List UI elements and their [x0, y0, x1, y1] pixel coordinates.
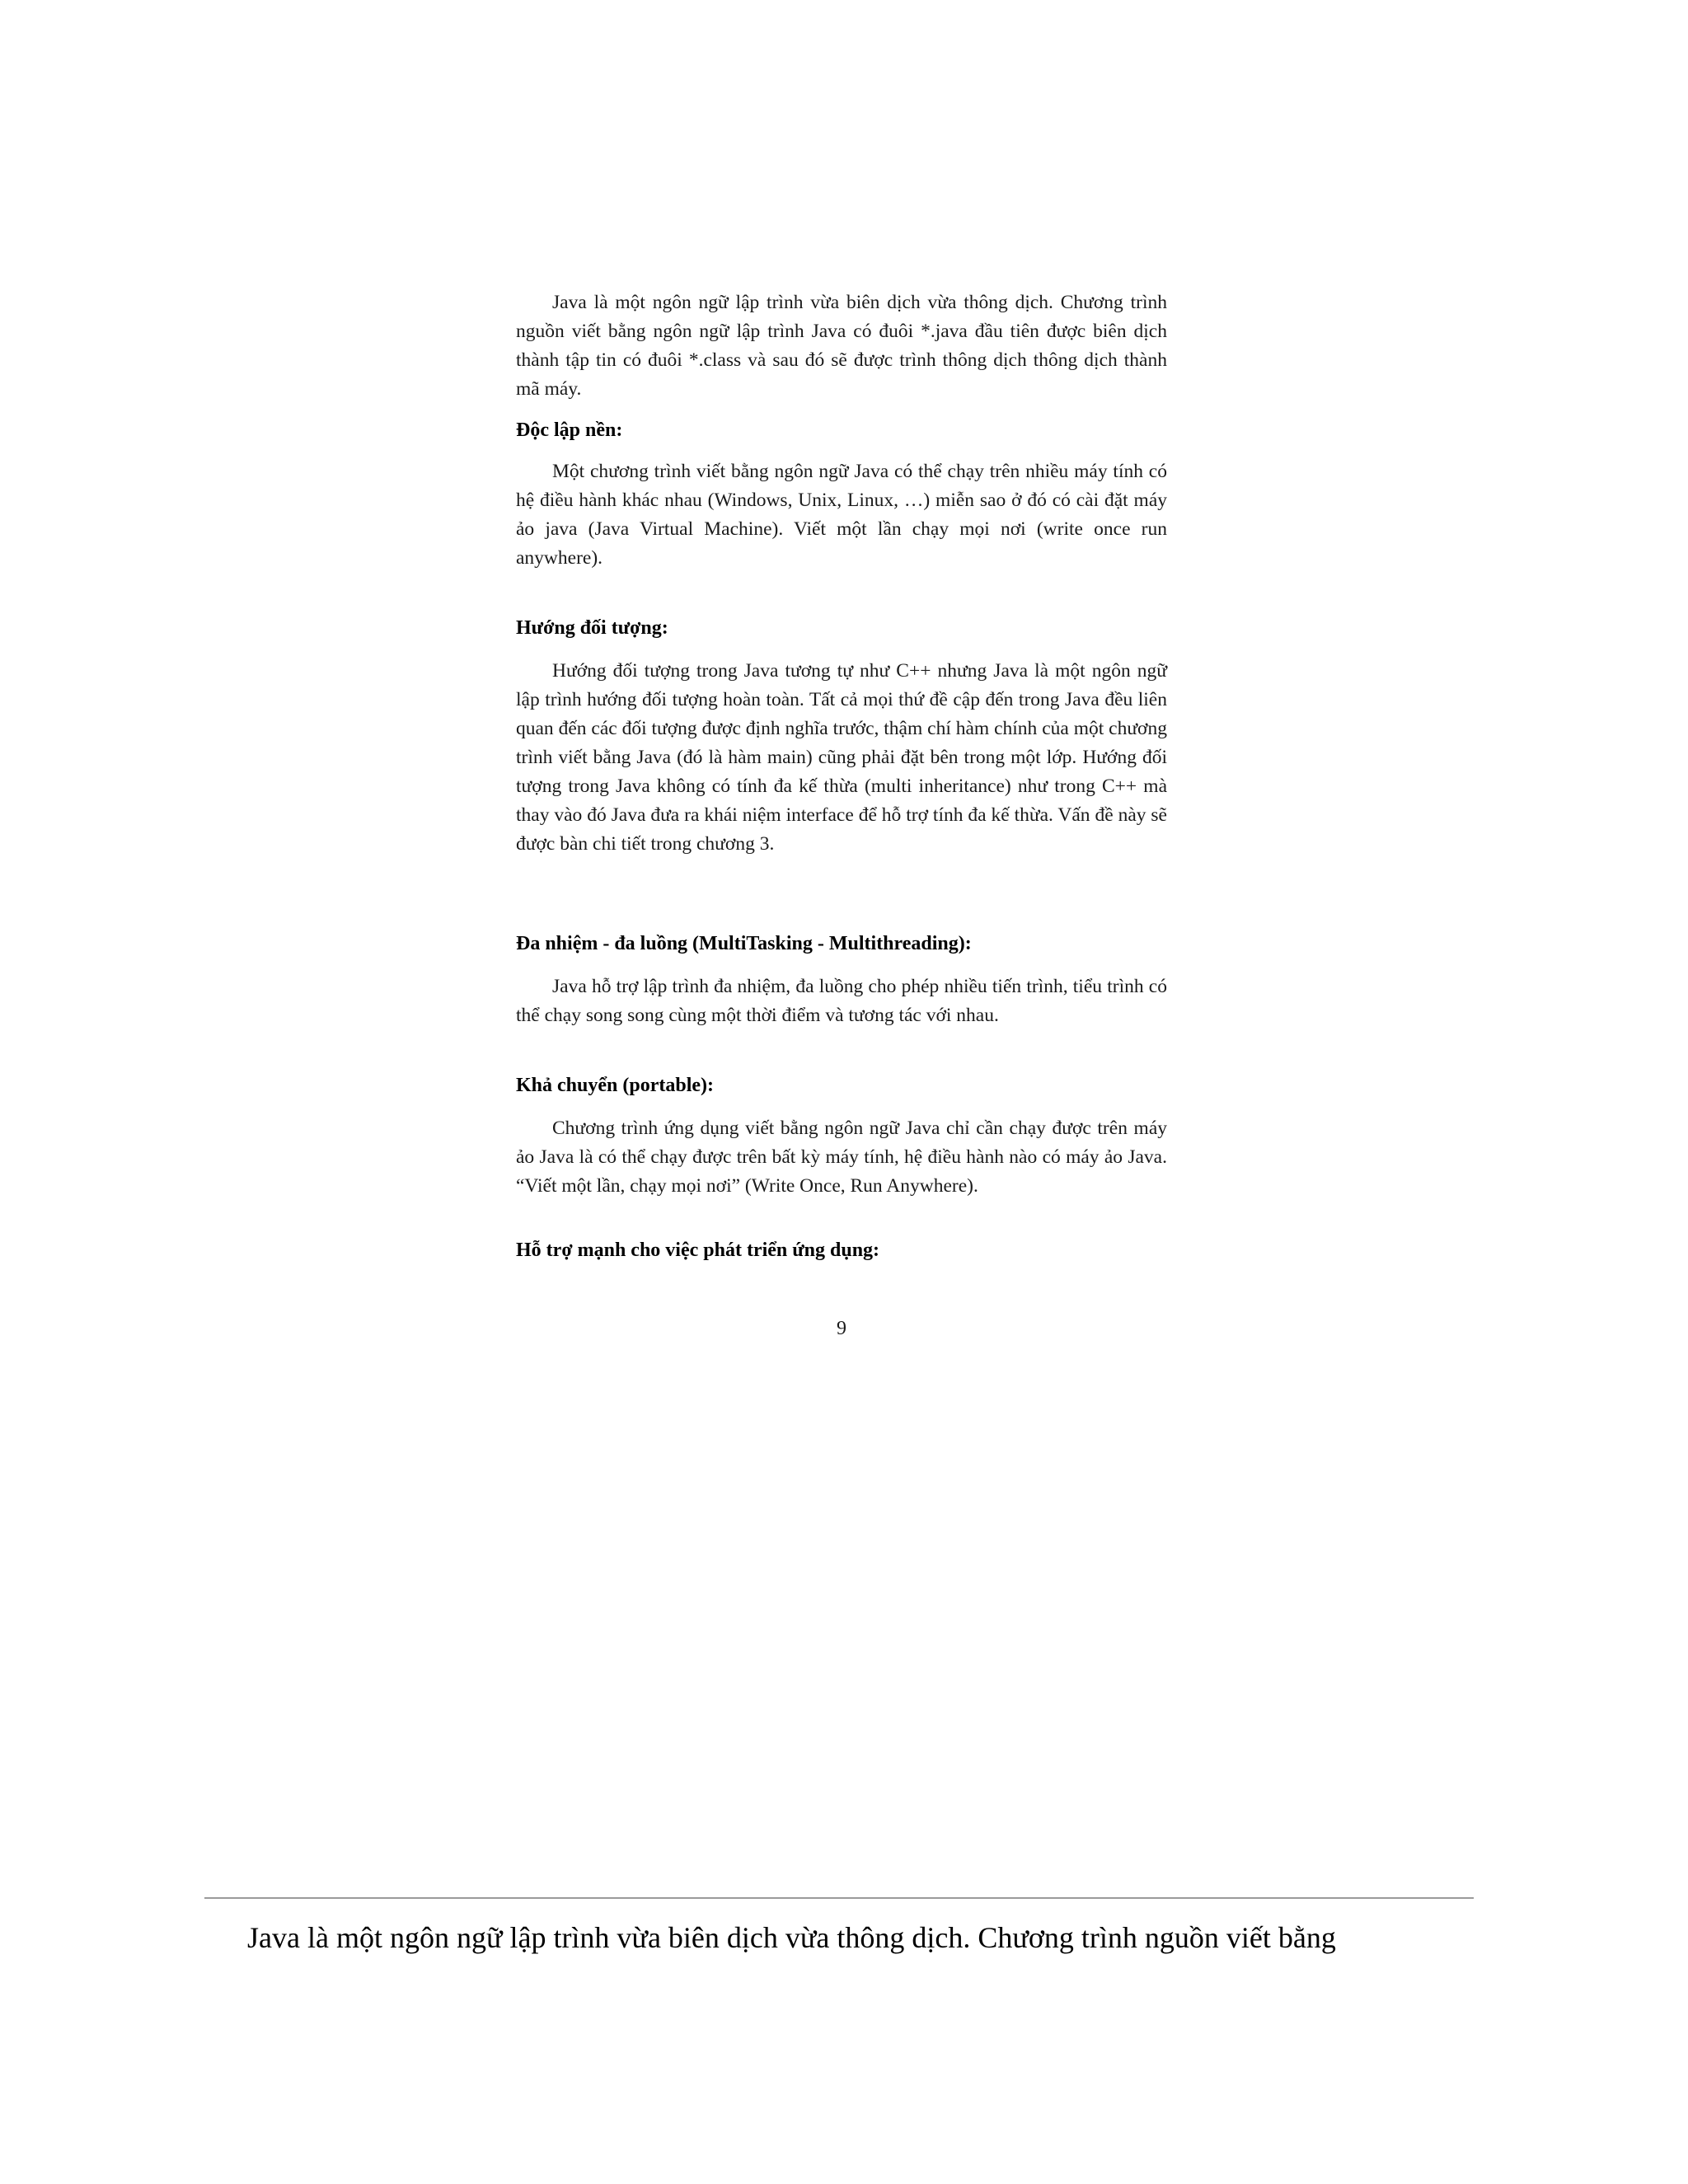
footer-text: Java là một ngôn ngữ lập trình vừa biên dịch vừa thông dịch. Chương trình nguồn viết bằng — [247, 1921, 1336, 1954]
page-number: 9 — [837, 1318, 846, 1339]
paragraph-portable: Chương trình ứng dụng viết bằng ngôn ngữ Java chỉ cần chạy được trên máy ảo Java là có thể chạy được trên bất kỳ máy tính, hệ điều hành nào có máy ảo Java. “Viết một lần, chạy mọi nơi” (Write Once, Run Anywhere). — [516, 1118, 1167, 1197]
heading-portable: Khả chuyển (portable): — [516, 1075, 714, 1096]
heading-platform-independent: Độc lập nền: — [516, 419, 623, 441]
heading-multitasking: Đa nhiệm - đa luồng (MultiTasking - Multithreading): — [516, 933, 972, 954]
paragraph-object-oriented: Hướng đối tượng trong Java tương tự như C++ nhưng Java là một ngôn ngữ lập trình hướng đối tượng hoàn toàn. Tất cả mọi thứ đề cập đến trong Java đều liên quan đến các đối tượng được định nghĩa trước, thậm chí hàm chính của một chương trình viết bằng Java (đó là hàm main) cũng phải đặt bên trong một lớp. Hướng đối tượng trong Java không có tính đa kế thừa (multi inheritance) như trong C++ mà thay vào đó Java đưa ra khái niệm interface để hỗ trợ tính đa kế thừa. Vấn đề này sẽ được bàn chi tiết trong chương 3. — [516, 660, 1167, 855]
intro-paragraph: Java là một ngôn ngữ lập trình vừa biên dịch vừa thông dịch. Chương trình nguồn viết bằng ngôn ngữ lập trình Java có đuôi *.java đầu tiên được biên dịch thành tập tin có đuôi *.class và sau đó sẽ được trình thông dịch thông dịch thành mã máy. — [516, 292, 1167, 400]
paragraph-platform-independent: Một chương trình viết bằng ngôn ngữ Java có thể chạy trên nhiều máy tính có hệ điều hành khác nhau (Windows, Unix, Linux, …) miễn sao ở đó có cài đặt máy ảo java (Java Virtual Machine). Viết một lần chạy mọi nơi (write once run anywhere). — [516, 461, 1167, 569]
footer-divider — [204, 1897, 1474, 1899]
heading-object-oriented: Hướng đối tượng: — [516, 617, 668, 639]
paragraph-multitasking: Java hỗ trợ lập trình đa nhiệm, đa luồng cho phép nhiều tiến trình, tiểu trình có thể chạy song song cùng một thời điểm và tương tác với nhau. — [516, 976, 1167, 1026]
heading-application-support: Hỗ trợ mạnh cho việc phát triển ứng dụng: — [516, 1240, 880, 1261]
